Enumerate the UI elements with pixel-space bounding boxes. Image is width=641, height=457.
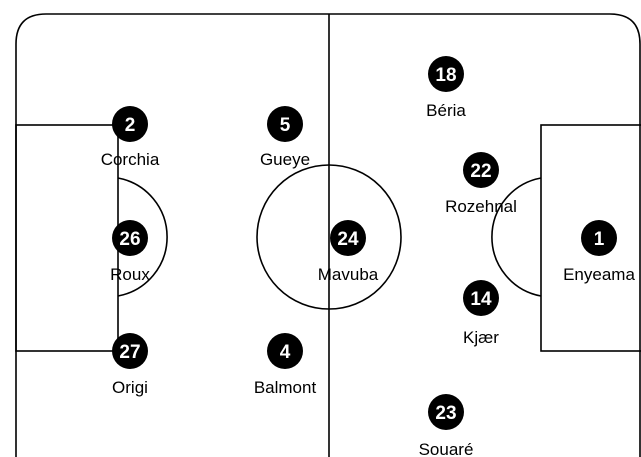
player-name: Origi	[112, 378, 148, 397]
player-name: Corchia	[100, 150, 160, 169]
player-number: 22	[470, 161, 492, 182]
player-name: Kjær	[463, 328, 499, 347]
player-number: 4	[279, 342, 291, 363]
player-name: Béria	[426, 101, 466, 120]
pitch-outline	[16, 14, 640, 457]
right-penalty-arc	[492, 178, 541, 296]
player-5	[260, 106, 310, 169]
player-1	[563, 220, 635, 284]
player-27	[112, 333, 148, 397]
player-name: Balmont	[253, 378, 317, 397]
player-number: 27	[119, 342, 141, 363]
player-4	[254, 333, 317, 397]
player-22	[445, 152, 517, 216]
player-24	[318, 220, 379, 284]
player-name: Mavuba	[317, 265, 379, 284]
player-number: 26	[119, 229, 141, 250]
player-number: 24	[337, 229, 359, 250]
player-name: Souaré	[418, 440, 474, 457]
player-number: 1	[593, 229, 605, 250]
player-name: Gueye	[259, 150, 311, 169]
player-number: 5	[279, 115, 291, 136]
player-name: Enyeama	[563, 265, 635, 284]
player-number: 2	[124, 115, 136, 136]
player-number: 18	[435, 65, 457, 86]
player-14	[463, 280, 499, 347]
player-23	[419, 394, 474, 457]
player-18	[426, 56, 466, 120]
player-number: 14	[470, 289, 492, 310]
player-number: 23	[435, 403, 457, 424]
player-markers	[101, 56, 636, 457]
player-name: Roux	[110, 265, 150, 284]
player-2	[101, 106, 160, 169]
player-name: Rozehnal	[445, 197, 517, 216]
player-26	[110, 220, 150, 284]
